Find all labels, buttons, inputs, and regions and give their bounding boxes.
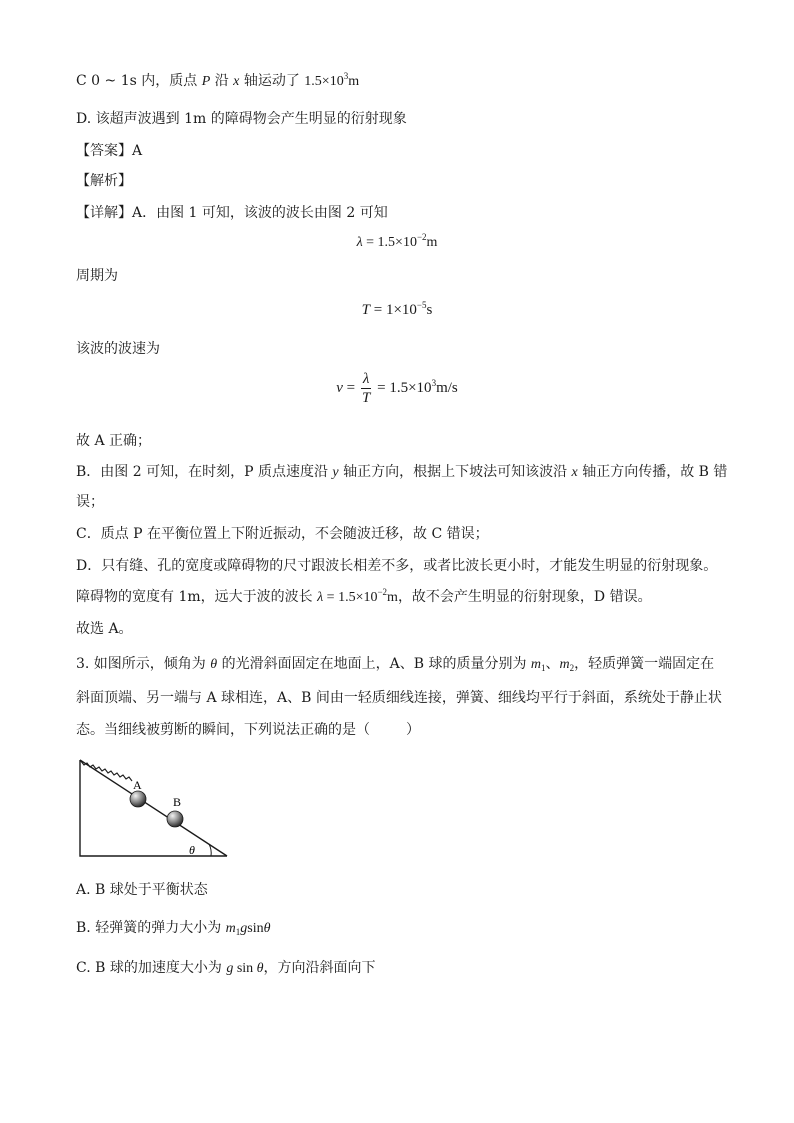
- option-c2-post: ，方向沿斜面向下: [263, 960, 376, 976]
- eq3-exp: 3: [431, 377, 437, 388]
- q3-text-d: 态。当细线被剪断的瞬间，下列说法正确的是（: [76, 722, 370, 738]
- q3-text-b: 的光滑斜面固定在地面上，A、B 球的质量分别为: [217, 656, 531, 672]
- q3-line1: [76, 654, 714, 675]
- option-d-prev: D. 该超声波遇到 1m 的障碍物会产生明显的衍射现象: [76, 111, 407, 127]
- option-c2-g: g: [226, 961, 234, 976]
- eq1-unit: m: [426, 235, 438, 250]
- q3-text-c: ，轻质弹簧一端固定在: [574, 656, 715, 672]
- option-b-sin: sin: [247, 921, 264, 936]
- b-explanation-line2: 误；: [76, 494, 104, 510]
- eq1-lhs: λ: [356, 235, 363, 250]
- eq2-unit: s: [426, 302, 433, 318]
- q3-line2: 斜面顶端、另一端与 A 球相连，A、B 间由一轻质细线连接，弹簧、细线均平行于斜面，系统处于静止状: [76, 690, 722, 706]
- b-text-a: B．由图 2 可知，在时刻，P 质点速度沿: [76, 464, 333, 480]
- q3-separator: 、: [545, 656, 560, 672]
- eq3-lhs: v: [336, 379, 343, 396]
- option-c-text: C 0 ~ 1s 内，质点: [76, 73, 202, 89]
- fraction-denominator: T: [361, 390, 371, 406]
- answer-value: A: [132, 143, 143, 159]
- detail-text: A．由图 1 可知，该波的波长由图 2 可知: [132, 205, 388, 221]
- var-x: x: [233, 74, 240, 89]
- fraction: [361, 370, 372, 407]
- ball-b: [167, 811, 183, 827]
- var-y: y: [332, 465, 339, 480]
- c-explanation: C．质点 P 在平衡位置上下附近振动，不会随波迁移，故 C 错误；: [76, 526, 489, 542]
- equation-speed: [0, 370, 794, 407]
- equation-wavelength: [0, 232, 794, 251]
- eq2-value: = 1×10: [370, 302, 417, 318]
- option-c-mid: 沿: [210, 73, 234, 89]
- option-b-sub: 1: [235, 927, 241, 937]
- d-explanation-line1: D．只有缝、孔的宽度或障碍物的尺寸跟波长相差不多，或者比波长更小时，才能发生明显的衍射现象。: [76, 558, 718, 574]
- d-value: = 1.5×10: [323, 590, 378, 605]
- answer-label: 【答案】: [76, 143, 132, 159]
- option-b: [76, 918, 271, 939]
- option-c2-sin: sin: [233, 961, 257, 976]
- incline-figure: [70, 758, 240, 862]
- option-a: A. B 球处于平衡状态: [76, 882, 208, 898]
- q3-text-a: 3. 如图所示，倾角为: [76, 656, 211, 672]
- q3-sub2: 2: [569, 663, 575, 673]
- q3-m2: m: [559, 657, 570, 672]
- eq3-eq: =: [342, 379, 359, 396]
- d-exp: −2: [377, 587, 388, 597]
- option-c: [76, 958, 376, 979]
- b-text-c: 轴正方向传播，故 B 错: [577, 464, 728, 480]
- label-b: B: [173, 795, 182, 809]
- option-b-theta: θ: [263, 921, 271, 936]
- incline-surface: [80, 760, 227, 856]
- detail-label: 【详解】: [76, 205, 132, 221]
- option-c-unit: m: [348, 74, 360, 89]
- var-x-b: x: [571, 465, 578, 480]
- option-c-post: 轴运动了: [239, 73, 305, 89]
- option-c-exp: 3: [343, 71, 349, 81]
- option-c2-theta: θ: [256, 961, 264, 976]
- b-explanation-line1: [76, 462, 727, 483]
- fraction-numerator: λ: [362, 371, 370, 387]
- d-unit: m: [387, 590, 398, 605]
- eq3-value: = 1.5×10: [373, 379, 432, 396]
- equation-period: [0, 302, 794, 319]
- answer-line: [76, 141, 142, 161]
- eq2-exp: −5: [416, 300, 427, 310]
- eq3-unit: m/s: [436, 379, 458, 396]
- eq1-value: = 1.5×10: [362, 235, 417, 250]
- label-a: A: [133, 778, 142, 792]
- option-b-text: B. 轻弹簧的弹力大小为: [76, 920, 226, 936]
- ball-a: [130, 791, 146, 807]
- eq1-exp: −2: [416, 232, 427, 242]
- eq2-lhs: T: [361, 302, 370, 318]
- a-correct: 故 A 正确；: [76, 433, 152, 449]
- b-text-b: 轴正方向，根据上下坡法可知该波沿: [338, 464, 572, 480]
- d-explanation-line2: [76, 587, 652, 608]
- var-p: P: [201, 74, 211, 89]
- analysis-label: 【解析】: [76, 173, 132, 189]
- q3-theta: θ: [210, 657, 218, 672]
- option-b-m: m: [225, 921, 236, 936]
- option-c-value: 1.5×10: [304, 74, 344, 89]
- q3-m1: m: [530, 657, 542, 672]
- option-b-g: g: [240, 921, 248, 936]
- detail-line: [76, 203, 388, 223]
- option-c2-text: C. B 球的加速度大小为: [76, 960, 227, 976]
- q3-sub1: 1: [541, 663, 546, 673]
- spring: [80, 760, 132, 781]
- option-c-prev: [76, 71, 359, 92]
- choose-a: 故选 A。: [76, 621, 133, 637]
- d-lambda: λ: [317, 590, 324, 605]
- angle-theta: θ: [189, 843, 195, 857]
- d-text-a: 障碍物的宽度有 1m，远大于波的波长: [76, 589, 318, 605]
- d-text-b: ，故不会产生明显的衍射现象，D 错误。: [397, 589, 652, 605]
- period-text: 周期为: [76, 268, 118, 284]
- q3-line3: [76, 720, 420, 740]
- speed-text: 该波的波速为: [76, 341, 160, 357]
- q3-text-e: ）: [406, 722, 420, 738]
